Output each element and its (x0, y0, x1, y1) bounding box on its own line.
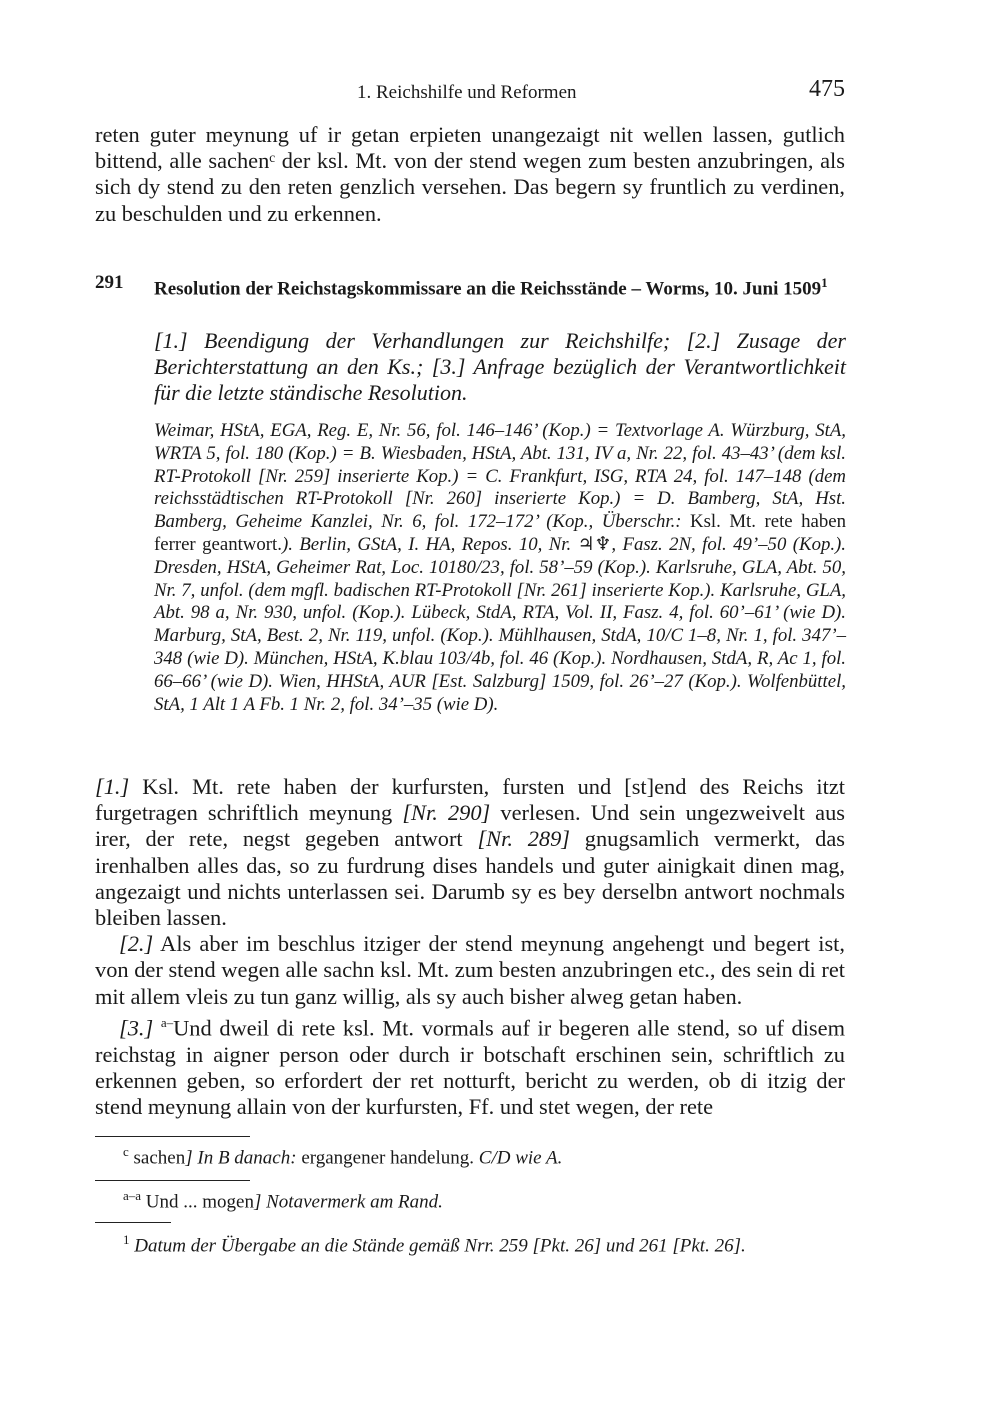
paragraph-text: Ksl. Mt. rete haben der kurfursten, fursten und [st]end des Reichs itzt furgetragen schriftlich meynung (95, 774, 845, 826)
footnote-marker: a– (160, 1014, 174, 1030)
sources-quote: Ksl. Mt. rete haben ferrer geantwort. (154, 511, 846, 555)
footnote-1 (95, 1228, 845, 1258)
paragraph-marker: [3.] (119, 1015, 154, 1041)
cross-reference: [Nr. 289] (477, 826, 570, 852)
footnote-mark: 1 (123, 1232, 130, 1247)
main-text (95, 774, 845, 1120)
footnote-rule (95, 1180, 250, 1181)
cross-reference: [Nr. 290] (402, 800, 491, 826)
footnote-c (95, 1140, 845, 1170)
document-title-note: 1 (821, 275, 828, 290)
footnote-lemma: sachen (128, 1147, 186, 1169)
intro-paragraph: reten guter meynung uf ir getan erpieten unangezaigt nit wellen lassen, gutlich bittend, alle sachenᶜ der ksl. Mt. von der stend wegen zum besten anzubringen, als sich dy stend zu den reten genzlich versehen. Das begern sy fruntlich zu verdinen, zu beschulden und zu erkennen. (95, 122, 845, 226)
footnote-mark: c (123, 1144, 129, 1159)
regest: [1.] Beendigung der Verhandlungen zur Reichshilfe; [2.] Zusage der Berichterstattung an den Ks.; [3.] Anfrage bezüglich der Verantwortlichkeit für die letzte ständische Resolution. (154, 328, 846, 405)
footnote-a (95, 1184, 845, 1214)
footnote-rule (95, 1136, 250, 1137)
source-list (154, 420, 846, 716)
paragraph-marker: [1.] (95, 774, 130, 799)
document-title-text: Resolution der Reichstagskommissare an die Reichsstände – Worms, 10. Juni 1509 (154, 278, 822, 300)
running-title: 1. Reichshilfe und Reformen (357, 82, 577, 103)
paragraph-3 (95, 1010, 845, 1120)
footnote-note: ] In B danach: (185, 1147, 297, 1169)
footnote-mark: a–a (123, 1188, 142, 1203)
paragraph-text: gnugsamlich vermerkt, das irenhalben alles das, so zu furdrung dises handels und guter ainigkait dinen mag, angezaigt und nichts unterlassen sei. Darumb sy es bey derselbn antwort nochmals bleiben lassen. (95, 826, 846, 931)
paragraph-text: Und dweil di rete ksl. Mt. vormals auf ir begeren alle stend, so uf disem reichstag in aigner person oder durch ir botschaft erschinen sein, schriftlich zu erkennen geben, so erfordert der ret notturft, bericht zu werden, ob di itzig der stend meynung allain von der kurfursten, Ff. und stet wegen, der rete (95, 1015, 845, 1119)
page-number: 475 (809, 76, 845, 102)
footnote-note: Datum der Übergabe an die Stände gemäß Nrr. 259 [Pkt. 26] und 261 [Pkt. 26]. (129, 1235, 746, 1257)
document-number: 291 (95, 272, 124, 293)
footnote-note: C/D wie A. (474, 1147, 563, 1169)
paragraph-2 (95, 931, 845, 1010)
footnote-text: ergangener handelung. (296, 1147, 475, 1169)
document-title (154, 272, 846, 300)
footnote-rule (95, 1222, 171, 1223)
running-header (95, 76, 845, 108)
sources-part2: ). Berlin, GStA, I. HA, Repos. 10, Nr. ♃♆, Fasz. 2N, fol. 49’–50 (Kop.). Dresden, HStA, Geheimer Rat, Loc. 10180/23, fol. 58’–59 (Kop.). Karlsruhe, GLA, Abt. 50, Nr. 7, unfol. (dem mgfl. badischen RT-Protokoll [Nr. 261] inserierte Kop.). Karlsruhe, GLA, Abt. 98 a, Nr. 930, unfol. (Kop.). Lübeck, StdA, RTA, Vol. II, Fasz. 4, fol. 60’–61’ (wie D). Marburg, StA, Best. 2, Nr. 119, unfol. (Kop.). Mühlhausen, StdA, 10/C 1–8, Nr. 1, fol. 347’–348 (wie D). München, HStA, K.blau 103/4b, fol. 46 (Kop.). Nordhausen, StdA, R, Ac 1, fol. 66–66’ (wie D). Wien, HHStA, AUR [Est. Salzburg] 1509, fol. 26’–27 (Kop.). Wolfenbüttel, StA, 1 Alt 1 A Fb. 1 Nr. 2, fol. 34’–35 (wie D). (154, 533, 846, 715)
footnote-note: ] Notavermerk am Rand. (253, 1191, 443, 1213)
paragraph-text: Als aber im beschlus itziger der stend meynung angehengt und begert ist, von der stend wegen alle sachn ksl. Mt. zum besten anzubringen etc., des sein di ret mit allem vleis zu tun ganz willig, als sy auch bisher alweg getan haben. (95, 931, 845, 1009)
footnote-lemma: Und ... mogen (141, 1191, 254, 1213)
paragraph-1 (95, 774, 845, 931)
paragraph-marker: [2.] (119, 931, 154, 957)
paragraph-text: verlesen. Und sein ungezweivelt aus irer, der rete, negst gegeben antwort (95, 800, 845, 852)
sources-part1: Weimar, HStA, EGA, Reg. E, Nr. 56, fol. 146–146’ (Kop.) = Textvorlage A. Würzburg, StA, WRTA 5, fol. 180 (Kop.) = B. Wiesbaden, HStA, Abt. 131, IV a, Nr. 22, fol. 43–43’ (dem ksl. RT-Protokoll [Nr. 259] inserierte Kop.) = C. Frankfurt, ISG, RTA 24, fol. 147–148 (dem reichsstädtischen RT-Protokoll [Nr. 260] inserierte Kop.) = D. Bamberg, StA, Hst. Bamberg, Geheime Kanzlei, Nr. 6, fol. 172–172’ (Kop., Überschr.: (154, 420, 846, 533)
